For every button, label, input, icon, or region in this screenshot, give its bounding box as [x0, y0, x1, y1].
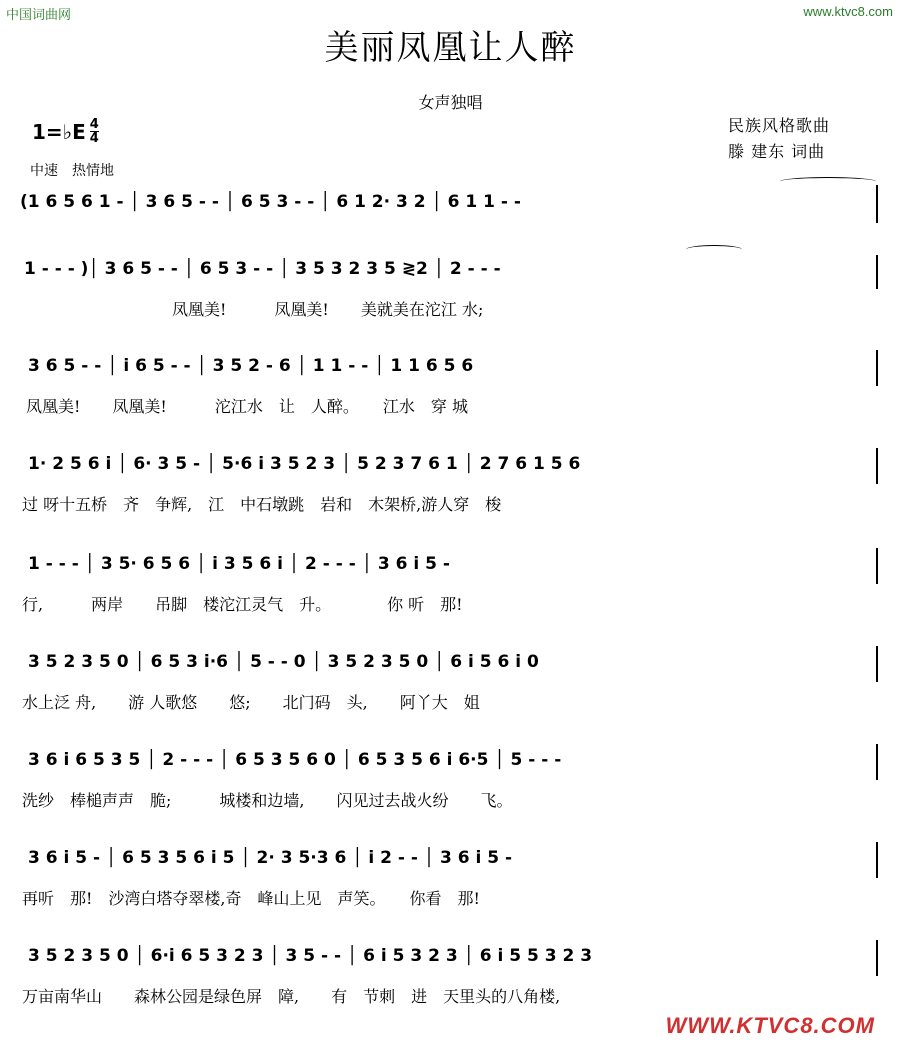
bar-line: [876, 548, 878, 584]
site-watermark-left: 中国词曲网: [6, 7, 72, 22]
lyrics-line: 凤凰美! 凤凰美! 沱江水 让 人醉。 江水 穿 城: [26, 397, 468, 416]
lyrics-line: 过 呀十五桥 齐 争辉, 江 中石墩跳 岩和 木架桥,游人穿 梭: [22, 495, 502, 514]
bar-line: [876, 842, 878, 878]
bar-line: [876, 255, 878, 289]
key-signature: [32, 118, 99, 145]
site-watermark-right: www.ktvc8.com: [803, 4, 893, 19]
song-subtitle: 女声独唱: [418, 93, 483, 112]
song-title: 美丽凤凰让人醉: [324, 28, 577, 68]
lyrics-line: 洗纱 棒槌声声 脆; 城楼和边墙, 闪见过去战火纷 飞。: [22, 791, 513, 810]
time-signature: [90, 118, 99, 145]
bar-line: [876, 646, 878, 682]
bar-line: [876, 744, 878, 780]
notation-line: 1· 2 5 6 i │ 6· 3 5 - │ 5·6 i 3 5 2 3 │ 5 2 3 7 6 1 │ 2 7 6 1 5 6: [28, 454, 581, 474]
credits: [728, 113, 830, 165]
notation-line: 3 5 2 3 5 0 │ 6·i 6 5 3 2 3 │ 3 5 - - │ 6 i 5 3 2 3 │ 6 i 5 5 3 2 3: [28, 946, 593, 966]
notation-line: 1 - - - │ 3 5· 6 5 6 │ i 3 5 6 i │ 2 - - - │ 3 6 i 5 -: [28, 554, 450, 574]
bar-line: [876, 448, 878, 484]
notation-line: (1 6 5 6 1 - │ 3 6 5 - - │ 6 5 3 - - │ 6 1 2· 3 2 │ 6 1 1 - -: [20, 192, 521, 212]
tempo-marking: 中速 热情地: [30, 163, 114, 179]
bar-line: [876, 185, 878, 223]
notation-line: 3 6 5 - - │ i 6 5 - - │ 3 5 2 - 6 │ 1 1 - - │ 1 1 6 5 6: [28, 356, 474, 376]
notation-line: 3 6 i 6 5 3 5 │ 2 - - - │ 6 5 3 5 6 0 │ 6 5 3 5 6 i 6·5 │ 5 - - -: [28, 750, 562, 770]
slur: [780, 177, 876, 186]
key-label: 1=♭E: [32, 119, 86, 144]
notation-line: 3 6 i 5 - │ 6 5 3 5 6 i 5 │ 2· 3 5·3 6 │ i 2 - - │ 3 6 i 5 -: [28, 848, 513, 868]
lyrics-line: 凤凰美! 凤凰美! 美就美在沱江 水;: [172, 300, 484, 319]
notation-line: 1 - - - )│ 3 6 5 - - │ 6 5 3 - - │ 3 5 3 2 3 5 ≷2 │ 2 - - -: [24, 259, 501, 279]
lyrics-line: 再听 那! 沙湾白塔夺翠楼,奇 峰山上见 声笑。 你看 那!: [22, 889, 480, 908]
song-authors: 滕 建东 词曲: [728, 142, 826, 161]
lyrics-line: 万亩南华山 森林公园是绿色屏 障, 有 节刺 进 天里头的八角楼,: [22, 987, 561, 1006]
lyrics-line: 水上泛 舟, 游 人歌悠 悠; 北门码 头, 阿丫大 姐: [22, 693, 480, 712]
footer-watermark: WWW.KTVC8.COM: [665, 1013, 875, 1038]
lyrics-line: 行, 两岸 吊脚 楼沱江灵气 升。 你 听 那!: [22, 595, 463, 614]
bar-line: [876, 940, 878, 976]
song-style: 民族风格歌曲: [728, 116, 831, 135]
time-top: 4: [89, 117, 99, 132]
bar-line: [876, 350, 878, 386]
slur: [686, 245, 742, 254]
time-bottom: 4: [89, 131, 99, 146]
notation-line: 3 5 2 3 5 0 │ 6 5 3 i·6 │ 5 - - 0 │ 3 5 2 3 5 0 │ 6 i 5 6 i 0: [28, 652, 539, 672]
